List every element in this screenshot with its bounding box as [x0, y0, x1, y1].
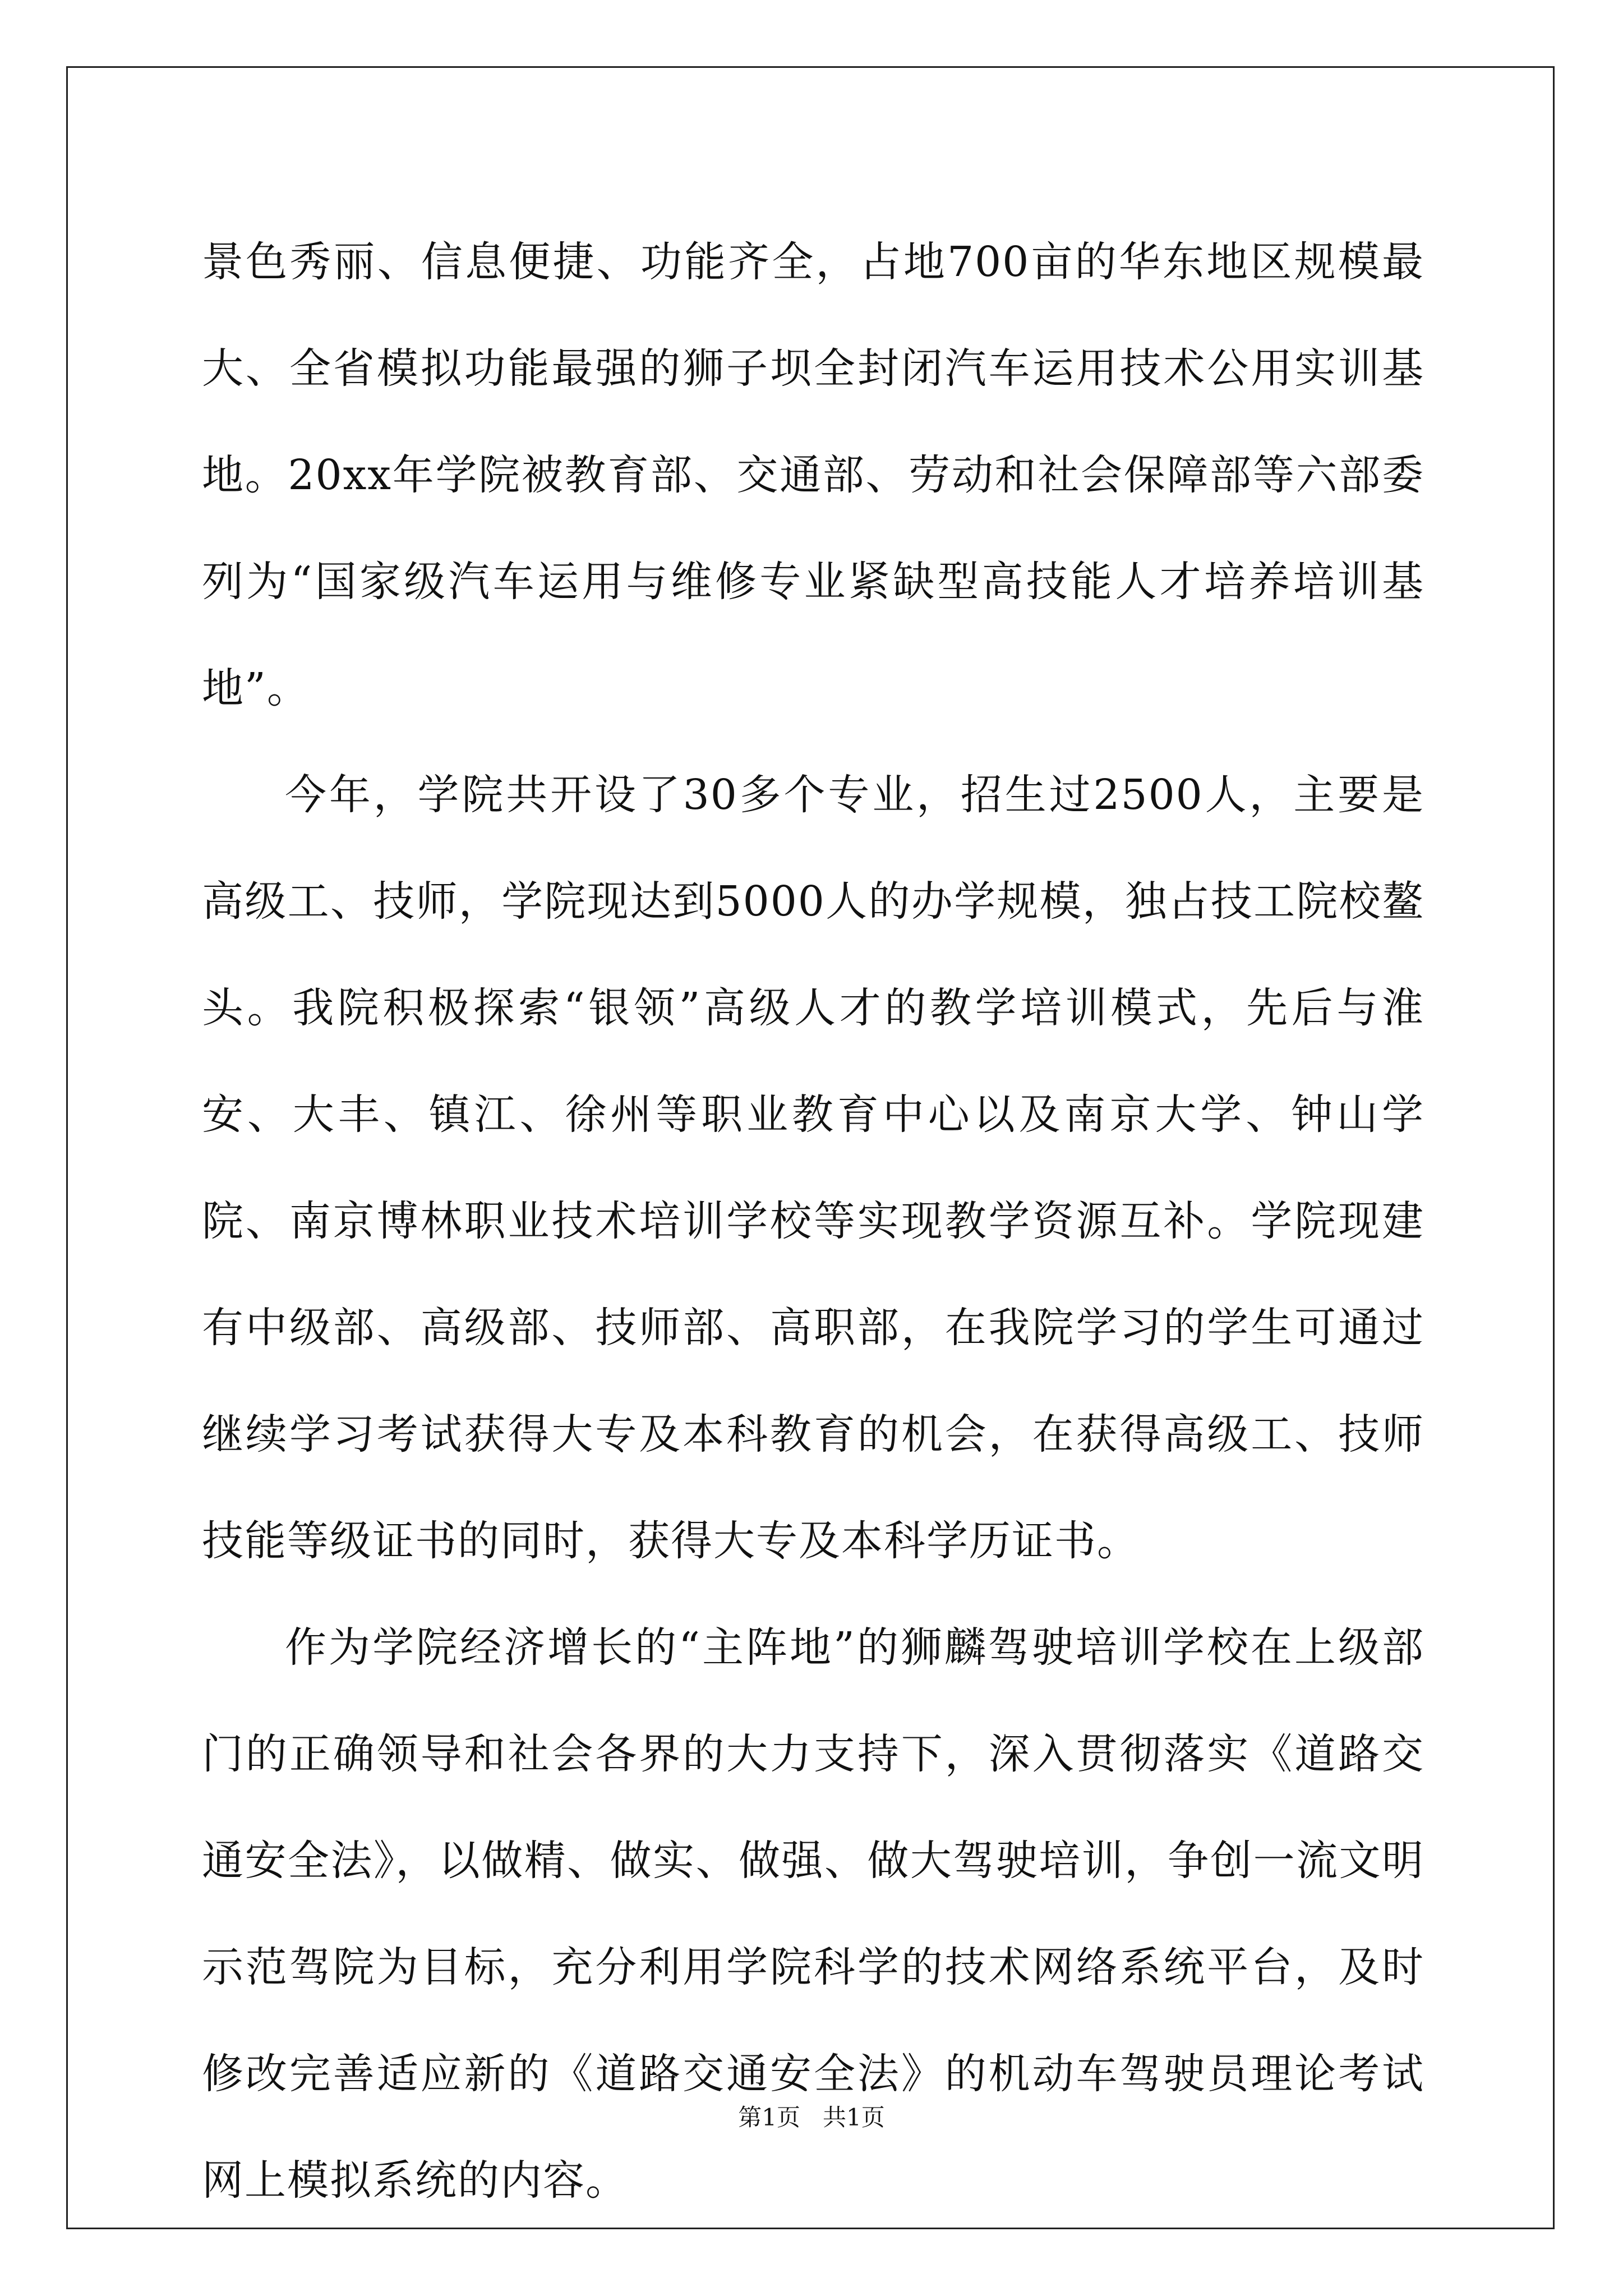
paragraph-2: 今年，学院共开设了30多个专业，招生过2500人，主要是高级工、技师，学院现达到5000人的办学规模，独占技工院校鳌头。我院积极探索“银领”高级人才的教学培训模式，先后与淮安、大丰、镇江、徐州等职业教育中心以及南京大学、钟山学院、南京博林职业技术培训学校等实现教学资源互补。学院现建有中级部、高级部、技师部、高职部，在我院学习的学生可通过继续学习考试获得大专及本科教育的机会，在获得高级工、技师技能等级证书的同时，获得大专及本科学历证书。	[202, 771, 1424, 1565]
document-body	[202, 209, 1424, 2234]
paragraph-1: 景色秀丽、信息便捷、功能齐全，占地700亩的华东地区规模最大、全省模拟功能最强的狮子坝全封闭汽车运用技术公用实训基地。20xx年学院被教育部、交通部、劳动和社会保障部等六部委列为“国家级汽车运用与维修专业紧缺型高技能人才培养培训基地”。	[202, 238, 1424, 712]
paragraph-3: 作为学院经济增长的“主阵地”的狮麟驾驶培训学校在上级部门的正确领导和社会各界的大力支持下，深入贯彻落实《道路交通安全法》，以做精、做实、做强、做大驾驶培训，争创一流文明示范驾院为目标，充分利用学院科学的技术网络系统平台，及时修改完善适应新的《道路交通安全法》的机动车驾驶员理论考试网上模拟系统的内容。	[202, 1623, 1424, 2205]
page-number: 第1页	[738, 2104, 800, 2131]
page-total: 共1页	[823, 2104, 885, 2131]
page-footer	[0, 2101, 1623, 2134]
